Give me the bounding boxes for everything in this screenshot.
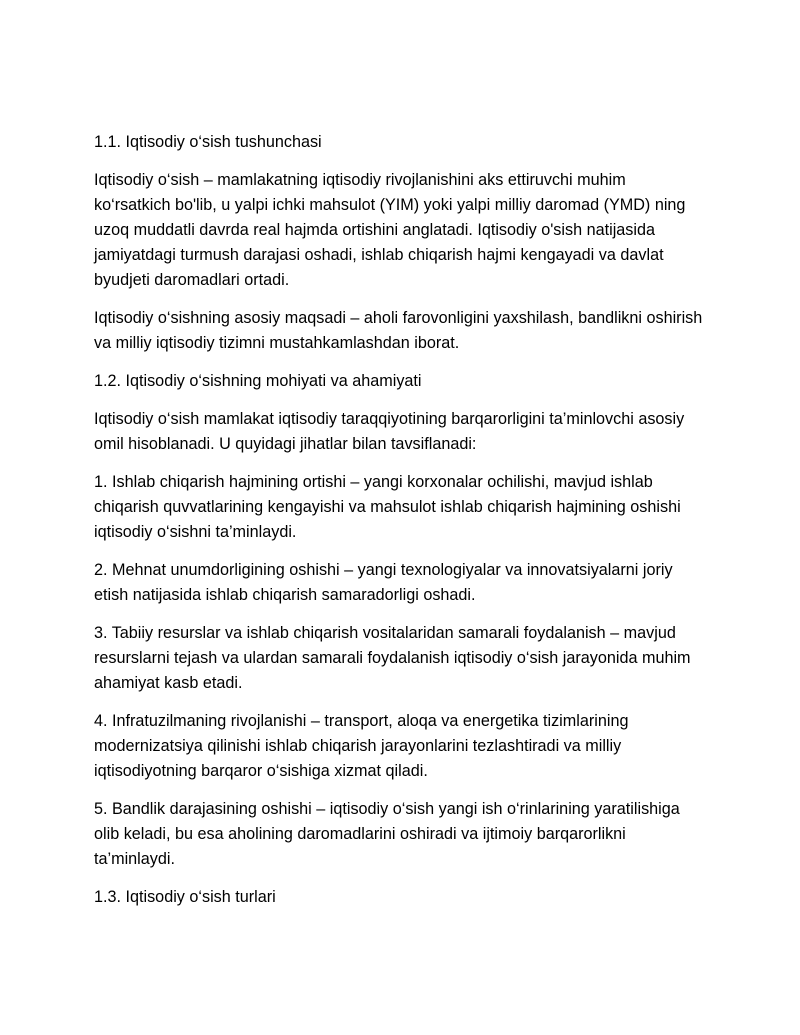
- section-heading-1-1: 1.1. Iqtisodiy o‘sish tushunchasi: [94, 133, 322, 151]
- list-item-1: 1. Ishlab chiqarish hajmining ortishi – yangi korxonalar ochilishi, mavjud ishlab chiqarish quvvatlarining kengayishi va mahsulot ishlab chiqarish hajmining oshishi iqtisodiy o‘sishni ta’minlaydi.: [94, 473, 681, 541]
- section-heading-1-3: 1.3. Iqtisodiy o‘sish turlari: [94, 888, 276, 906]
- document-page: [94, 130, 706, 923]
- section-1-1-paragraph-2: Iqtisodiy o‘sishning asosiy maqsadi – aholi farovonligini yaxshilash, bandlikni oshirish va milliy iqtisodiy tizimni mustahkamlashdan iborat.: [94, 309, 703, 352]
- list-item-2: 2. Mehnat unumdorligining oshishi – yangi texnologiyalar va innovatsiyalarni joriy etish natijasida ishlab chiqarish samaradorligi oshadi.: [94, 561, 673, 604]
- list-item-4: 4. Infratuzilmaning rivojlanishi – transport, aloqa va energetika tizimlarining modernizatsiya qilinishi ishlab chiqarish jarayonlarini tezlashtiradi va milliy iqtisodiyotning barqaror o‘sishiga xizmat qiladi.: [94, 712, 629, 780]
- section-heading-1-2: 1.2. Iqtisodiy o‘sishning mohiyati va ahamiyati: [94, 372, 422, 390]
- section-1-2-intro-paragraph: Iqtisodiy o‘sish mamlakat iqtisodiy taraqqiyotining barqarorligini ta’minlovchi asosiy omil hisoblanadi. U quyidagi jihatlar bilan tavsiflanadi:: [94, 410, 685, 453]
- section-1-1-paragraph-1: Iqtisodiy o‘sish – mamlakatning iqtisodiy rivojlanishini aks ettiruvchi muhim ko‘rsatkich bo'lib, u yalpi ichki mahsulot (YIM) yoki yalpi milliy daromad (YMD) ning uzoq muddatli davrda real hajmda ortishini anglatadi. Iqtisodiy o'sish natijasida jamiyatdagi turmush darajasi oshadi, ishlab chiqarish hajmi kengayadi va davlat byudjeti daromadlari ortadi.: [94, 171, 686, 289]
- list-item-3: 3. Tabiiy resurslar va ishlab chiqarish vositalaridan samarali foydalanish – mavjud resurslarni tejash va ulardan samarali foydalanish iqtisodiy o‘sish jarayonida muhim ahamiyat kasb etadi.: [94, 624, 691, 692]
- list-item-5: 5. Bandlik darajasining oshishi – iqtisodiy o‘sish yangi ish o‘rinlarining yaratilishiga olib keladi, bu esa aholining daromadlarini oshiradi va ijtimoiy barqarorlikni ta’minlaydi.: [94, 800, 680, 868]
